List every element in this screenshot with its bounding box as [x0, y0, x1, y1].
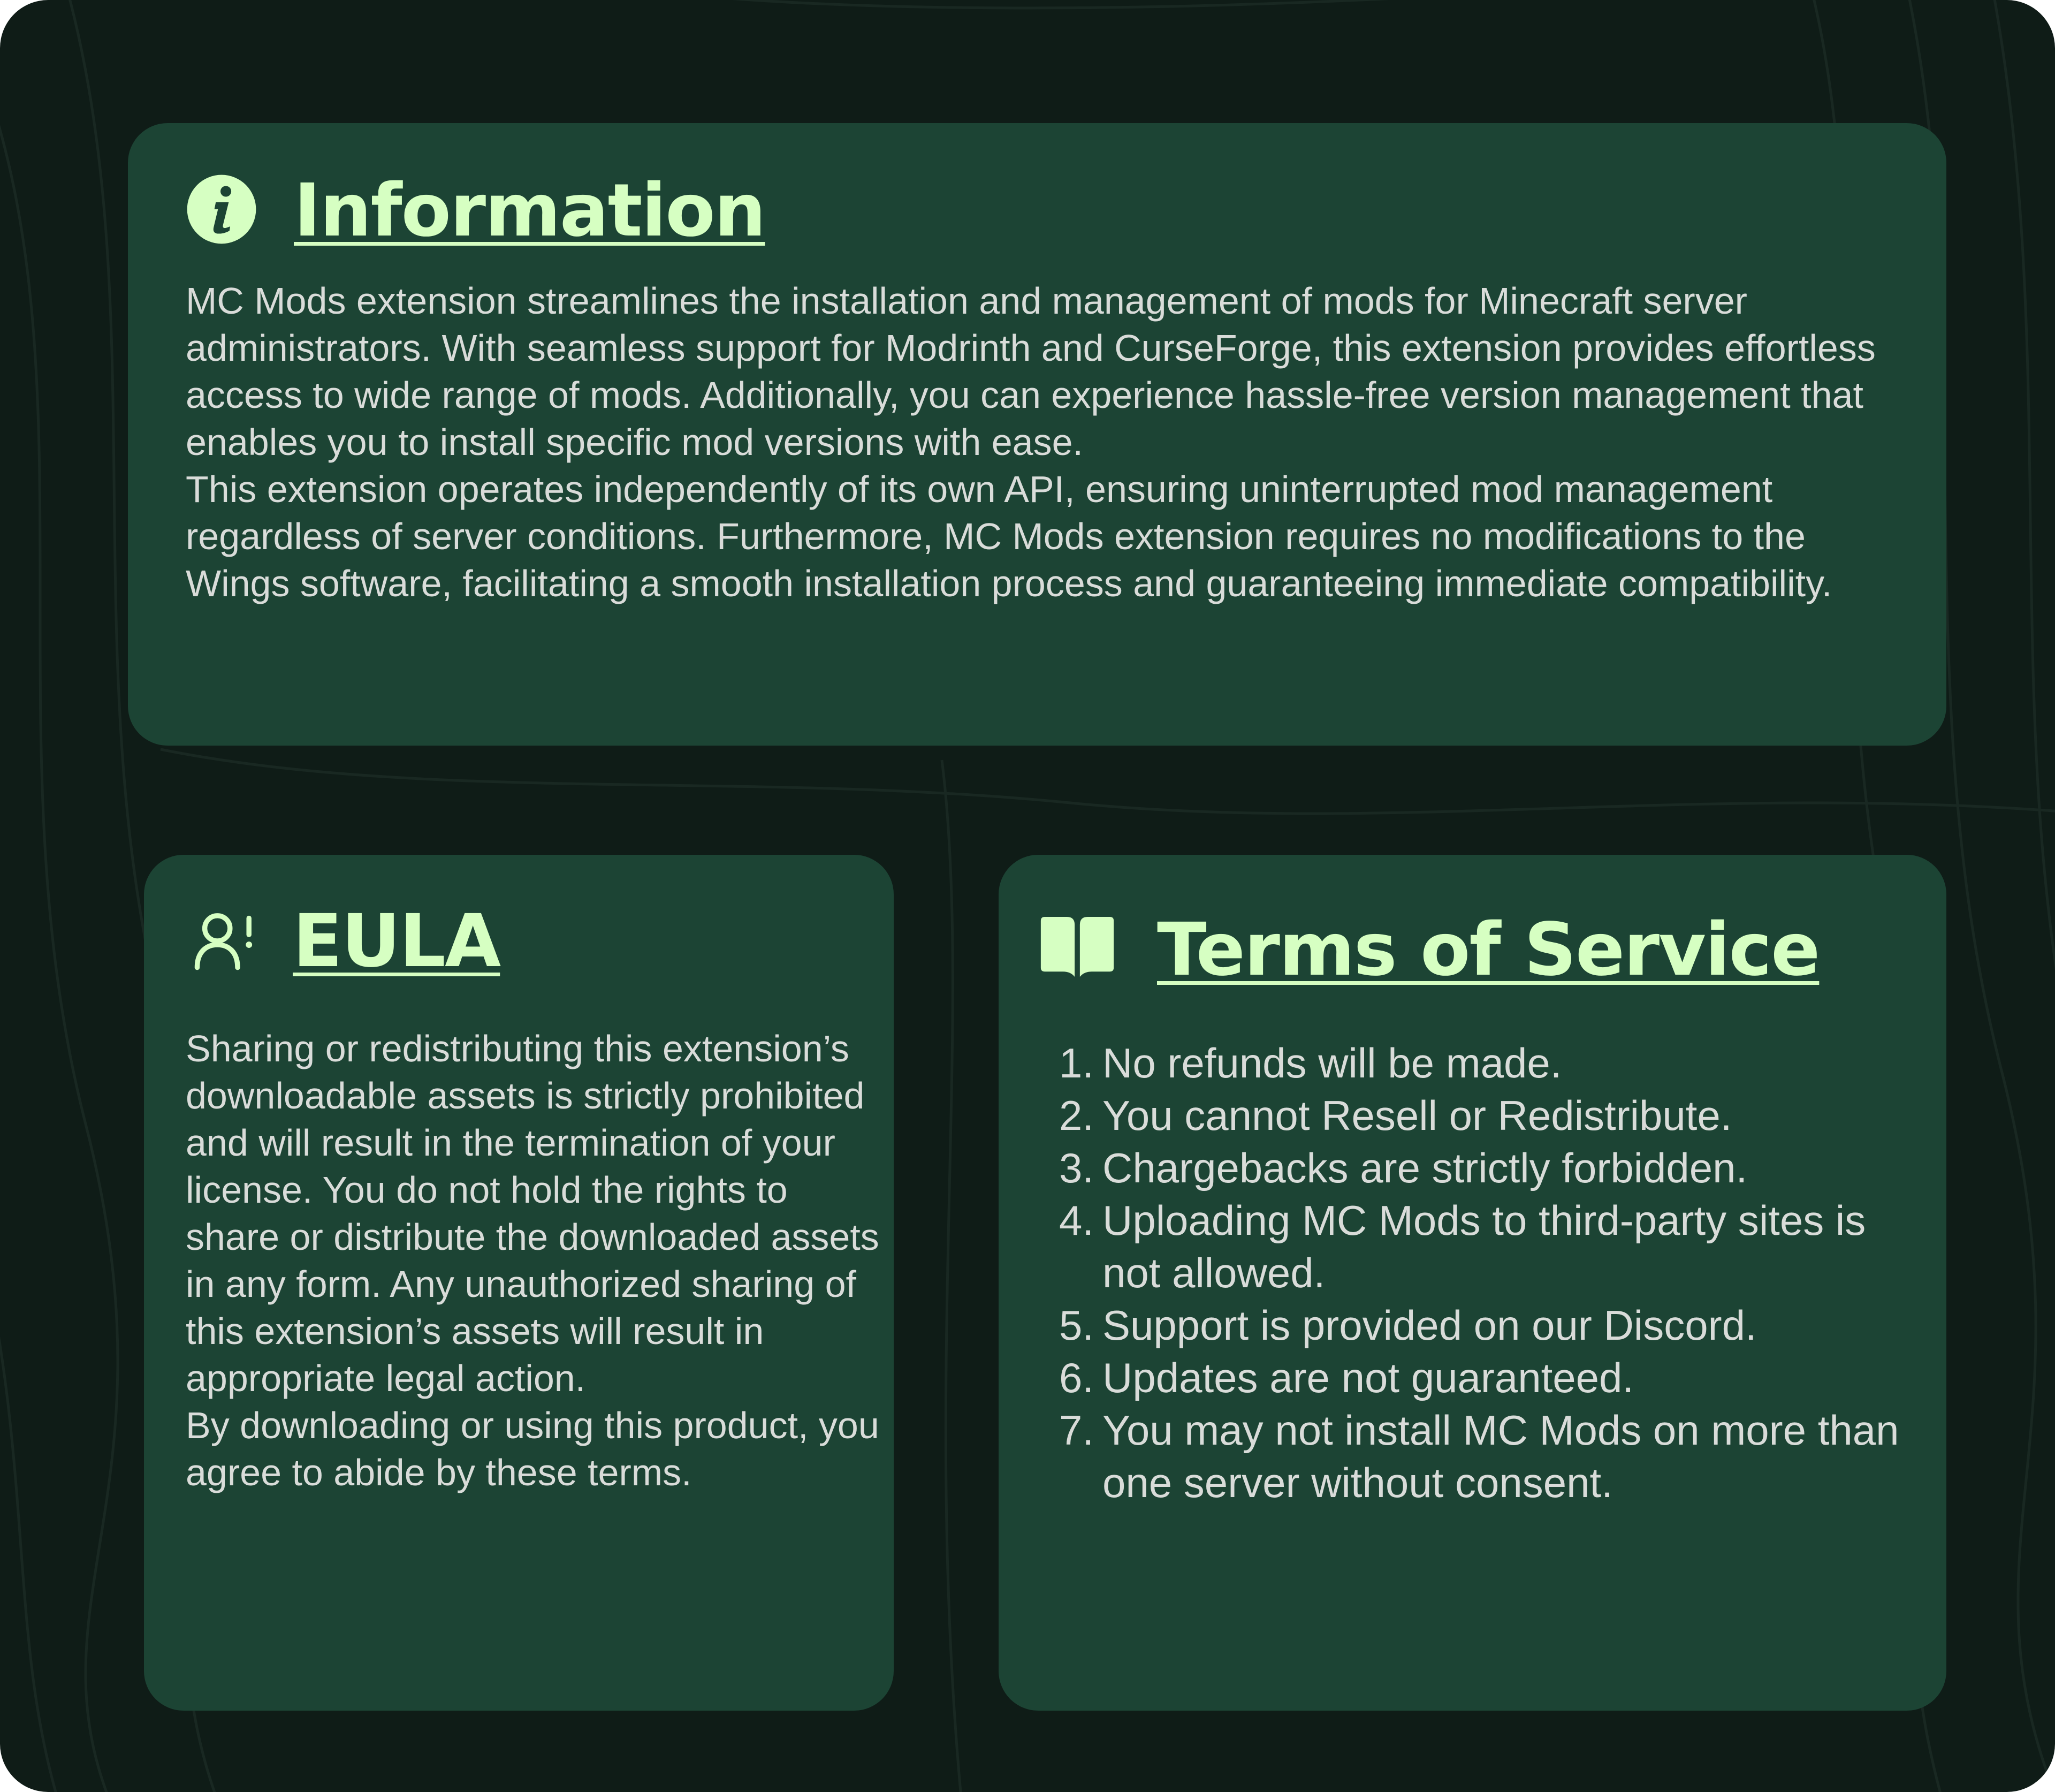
tos-item-number: 6. [1059, 1354, 1094, 1401]
tos-list-item [1048, 1299, 1915, 1351]
tos-item-number: 3. [1059, 1144, 1094, 1191]
eula-card [144, 855, 894, 1711]
tos-list-item [1048, 1142, 1915, 1194]
information-card [128, 123, 1946, 746]
tos-list-item [1048, 1351, 1915, 1404]
tos-item-text: Uploading MC Mods to third-party sites is not allowed. [1102, 1197, 1866, 1296]
information-paragraph: This extension operates independently of its own API, ensuring uninterrupted mod management regardless of server conditions. Furthermore, MC Mods extension requires no modifications to the Wings software, facilitating a smooth installation process and guaranteeing immediate compatibility. [186, 468, 1832, 604]
tos-item-number: 4. [1059, 1197, 1094, 1244]
book-icon [1038, 914, 1116, 980]
tos-list-item [1048, 1194, 1915, 1299]
tos-item-text: Chargebacks are strictly forbidden. [1102, 1144, 1748, 1191]
terms-of-service-card [999, 855, 1946, 1711]
tos-title: Terms of Service [1157, 908, 1820, 992]
tos-list-item [1048, 1404, 1915, 1509]
information-title: Information [294, 169, 765, 253]
eula-paragraph: By downloading or using this product, you agree to abide by these terms. [186, 1404, 879, 1493]
tos-item-text: Updates are not guaranteed. [1102, 1354, 1634, 1401]
tos-item-number: 2. [1059, 1092, 1094, 1139]
tos-item-text: You cannot Resell or Redistribute. [1102, 1092, 1732, 1139]
tos-item-number: 1. [1059, 1039, 1094, 1087]
tos-item-text: Support is provided on our Discord. [1102, 1302, 1757, 1349]
eula-body [186, 1025, 881, 1496]
user-alert-icon [192, 909, 255, 973]
info-circle-icon [186, 173, 257, 245]
tos-item-number: 7. [1059, 1407, 1094, 1454]
eula-paragraph: Sharing or redistributing this extension’s downloadable assets is strictly prohibited and will result in the termination of your license. You do not hold the rights to share or distribute the downloaded assets in any form. Any unauthorized sharing of this extension’s assets will result in appropriate legal action. [186, 1028, 879, 1399]
information-paragraph: MC Mods extension streamlines the installation and management of mods for Minecraft server administrators. With seamless support for Modrinth and CurseForge, this extension provides effortless access to wide range of mods. Additionally, you can experience hassle-free version management that enables you to install specific mod versions with ease. [186, 280, 1876, 463]
tos-item-text: You may not install MC Mods on more than one server without consent. [1102, 1407, 1899, 1506]
tos-item-number: 5. [1059, 1302, 1094, 1349]
tos-list [1048, 1037, 1915, 1509]
tos-list-item [1048, 1037, 1915, 1089]
tos-list-item [1048, 1089, 1915, 1142]
tos-item-text: No refunds will be made. [1102, 1039, 1562, 1087]
information-body [186, 277, 1914, 607]
eula-title: EULA [293, 899, 500, 984]
